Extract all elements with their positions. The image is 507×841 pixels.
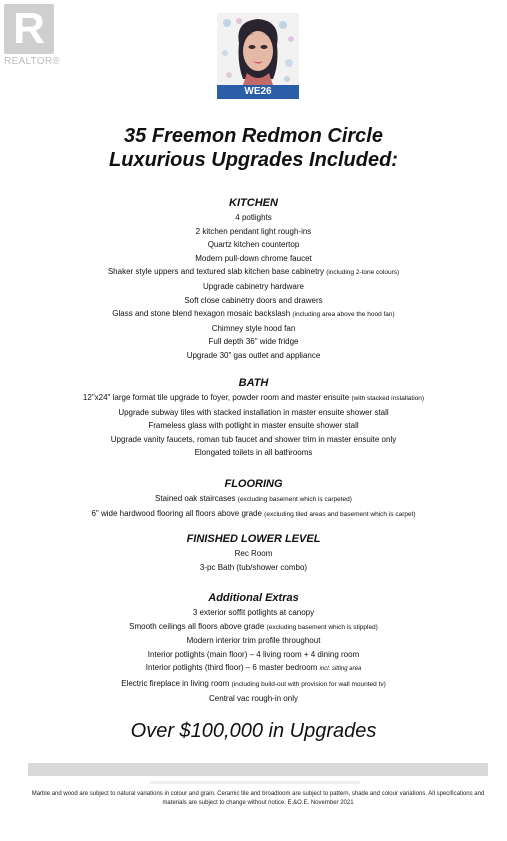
page-title: 35 Freemon Redmon Circle bbox=[124, 125, 383, 147]
list-item: Frameless glass with potlight in master ensuite shower stall bbox=[148, 421, 359, 431]
portrait-art-image bbox=[217, 13, 299, 85]
kitchen-section bbox=[0, 196, 507, 363]
list-item: Upgrade cabinetry hardware bbox=[203, 281, 304, 291]
list-item: Electric fireplace in living room (including build-out with provision for wall mounted tv) bbox=[121, 678, 386, 688]
section-heading: FINISHED LOWER LEVEL bbox=[186, 533, 321, 545]
list-item: 6" wide hardwood flooring all floors above grade (excluding tiled areas and basement which is carpet) bbox=[91, 508, 416, 518]
list-item: Modern interior trim profile throughout bbox=[186, 636, 321, 646]
list-item: Stained oak staircases (excluding basement which is carpeted) bbox=[155, 494, 352, 503]
flooring-section bbox=[0, 477, 507, 521]
list-item: Upgrade vanity faucets, roman tub faucet and shower trim in master ensuite only bbox=[110, 434, 397, 444]
logo-badge: WE26 bbox=[217, 85, 299, 99]
faint-divider bbox=[150, 781, 360, 784]
section-heading: BATH bbox=[238, 377, 269, 389]
list-item: Smooth ceilings all floors above grade (excluding basement which is stippled) bbox=[129, 621, 378, 631]
list-item: Quartz kitchen countertop bbox=[207, 240, 300, 250]
section-heading: KITCHEN bbox=[229, 197, 278, 209]
list-item: Upgrade 30" gas outlet and appliance bbox=[186, 350, 321, 360]
list-item: Interior potlights (main floor) – 4 living room + 4 dining room bbox=[147, 649, 360, 659]
list-item: 12"x24" large format tile upgrade to foyer, powder room and master ensuite (with stacked installation) bbox=[82, 393, 425, 402]
page-subtitle: Luxurious Upgrades Included: bbox=[109, 149, 398, 171]
disclaimer-text: Marble and wood are subject to natural variations in colour and grain. Ceramic tile and broadloom are subject to pattern, shade and colour variations. All specifications and materials are subject to change without notice. E.&O.E. November 2021 bbox=[31, 791, 485, 806]
list-item: Upgrade subway tiles with stacked installation in master ensuite shower stall bbox=[118, 407, 389, 417]
list-item: Central vac rough-in only bbox=[209, 693, 298, 703]
list-item: 4 potlights bbox=[235, 213, 272, 222]
realtor-logo-text: REALTOR® bbox=[4, 56, 61, 67]
list-item: Chimney style hood fan bbox=[211, 323, 296, 333]
list-item: Glass and stone blend hexagon mosaic backslash (including area above the hood fan) bbox=[112, 309, 395, 319]
realtor-logo-letter: R bbox=[13, 4, 45, 53]
section-heading: Additional Extras bbox=[208, 592, 299, 604]
list-item: Shaker style uppers and textured slab kitchen base cabinetry (including 2-tone colours) bbox=[107, 267, 400, 277]
list-item: Elongated toilets in all bathrooms bbox=[194, 448, 313, 458]
section-heading: FLOORING bbox=[224, 478, 283, 490]
divider-bar bbox=[28, 763, 488, 776]
lower-level-section bbox=[0, 532, 507, 574]
list-item: 3-pc Bath (tub/shower combo) bbox=[199, 562, 308, 572]
realtor-logo bbox=[4, 4, 61, 67]
list-item: Soft close cabinetry doors and drawers bbox=[184, 295, 323, 305]
list-item: Full depth 36" wide fridge bbox=[208, 337, 299, 347]
list-item: 2 kitchen pendant light rough-ins bbox=[195, 226, 312, 236]
builder-logo bbox=[217, 13, 299, 99]
list-item: Interior potlights (third floor) – 6 master bedroom incl. sitting area bbox=[145, 663, 362, 673]
extras-section bbox=[0, 591, 507, 705]
upgrades-total-headline: Over $100,000 in Upgrades bbox=[130, 720, 377, 742]
realtor-logo-icon bbox=[4, 4, 54, 54]
list-item: 3 exterior soffit potlights at canopy bbox=[192, 608, 315, 617]
bath-section bbox=[0, 376, 507, 460]
list-item: Modern pull-down chrome faucet bbox=[195, 253, 312, 263]
header bbox=[0, 124, 507, 172]
list-item: Rec Room bbox=[234, 549, 273, 558]
